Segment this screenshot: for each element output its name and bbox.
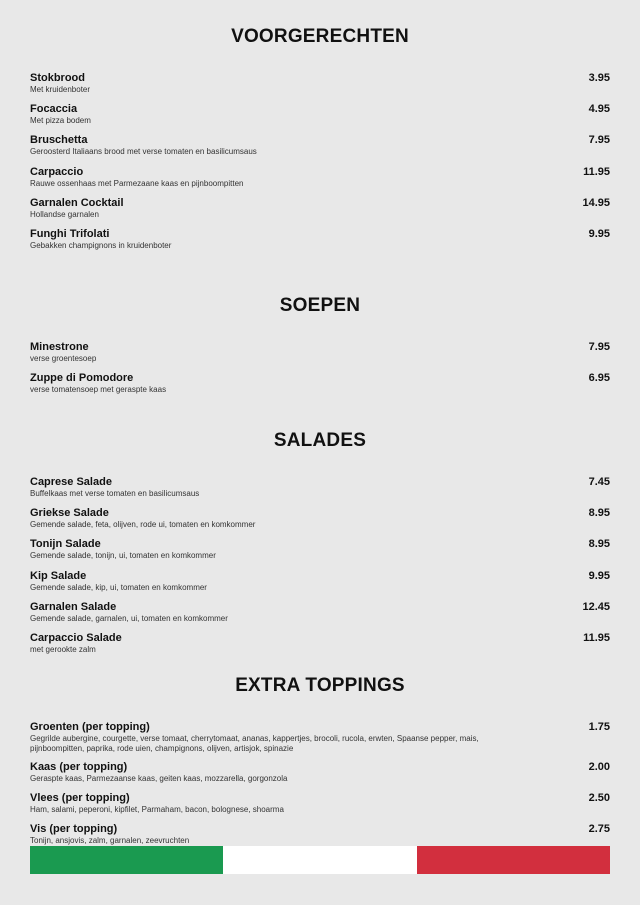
item-price: 4.95 <box>588 103 610 116</box>
item-price: 11.95 <box>583 631 610 644</box>
item-name: Tonijn Salade <box>30 538 101 551</box>
item-name: Griekse Salade <box>30 507 109 520</box>
item-price: 2.50 <box>588 792 610 805</box>
menu-item <box>30 341 610 372</box>
menu-items <box>30 476 610 663</box>
item-name: Vis (per topping) <box>30 823 118 836</box>
menu-item <box>30 228 610 259</box>
item-name: Garnalen Salade <box>30 600 117 613</box>
section-voorgerechten <box>30 26 610 259</box>
item-price: 8.95 <box>588 538 610 551</box>
section-title: VOORGERECHTEN <box>231 26 409 47</box>
item-name: Groenten (per topping) <box>30 721 150 733</box>
item-price: 1.75 <box>588 721 610 733</box>
item-price: 7.45 <box>588 476 610 488</box>
item-description: Met kruidenboter <box>30 85 91 94</box>
item-name: Garnalen Cocktail <box>30 196 124 209</box>
menu-item <box>30 792 610 823</box>
item-price: 7.95 <box>588 134 610 147</box>
item-price: 2.00 <box>588 761 610 773</box>
item-price: 14.95 <box>582 196 610 209</box>
menu-item <box>30 103 610 134</box>
menu-item <box>30 632 610 663</box>
section-soepen <box>30 295 610 403</box>
item-description: Gegrilde aubergine, courgette, verse tomaat, cherrytomaat, ananas, kappertjes, brocoli, rucola, erwten, Spaanse pepper, mais, pijnboompitten, paprika, rode uien, champignons, olijven, artisjok, spinazie <box>30 734 479 753</box>
menu-item <box>30 372 610 403</box>
section-title: EXTRA TOPPINGS <box>235 675 405 696</box>
menu-items <box>30 72 610 259</box>
menu-item <box>30 134 610 165</box>
section-title: SALADES <box>273 430 367 451</box>
item-name: Zuppe di Pomodore <box>30 372 134 385</box>
item-name: Minestrone <box>30 341 89 353</box>
item-name: Stokbrood <box>30 72 85 84</box>
item-name: Funghi Trifolati <box>30 227 110 240</box>
item-description: Gemende salade, kip, ui, tomaten en komkommer <box>30 582 207 592</box>
item-name: Focaccia <box>30 103 78 116</box>
item-description: Ham, salami, peperoni, kipfilet, Parmaham, bacon, bolognese, shoarma <box>30 805 284 815</box>
item-description: Hollandse garnalen <box>30 209 99 219</box>
item-description: met gerookte zalm <box>30 644 96 654</box>
section-extra-toppings <box>30 675 610 855</box>
item-name: Carpaccio <box>30 165 84 178</box>
item-description: Met pizza bodem <box>30 116 91 126</box>
item-description: verse tomatensoep met geraspte kaas <box>30 385 167 395</box>
flag-red-band <box>417 846 610 874</box>
item-description: Buffelkaas met verse tomaten en basilicumsaus <box>30 489 200 498</box>
menu-item <box>30 166 610 197</box>
menu-item <box>30 538 610 569</box>
menu-items <box>30 721 610 855</box>
menu-item <box>30 601 610 632</box>
item-price: 12.45 <box>582 600 610 613</box>
flag-white-band <box>223 846 416 874</box>
menu-item <box>30 476 610 507</box>
item-description: Gebakken champignons in kruidenboter <box>30 240 172 250</box>
menu-items <box>30 341 610 403</box>
menu-item <box>30 721 610 761</box>
section-title: SOEPEN <box>279 295 361 316</box>
item-name: Caprese Salade <box>30 476 112 488</box>
item-name: Bruschetta <box>30 134 88 147</box>
menu-item <box>30 197 610 228</box>
item-description: Geraspte kaas, Parmezaanse kaas, geiten kaas, mozzarella, gorgonzola <box>30 774 288 783</box>
italian-flag-stripe <box>30 846 610 874</box>
item-price: 8.95 <box>588 507 610 520</box>
item-description: Gemende salade, feta, olijven, rode ui, tomaten en komkommer <box>30 520 256 530</box>
flag-green-band <box>30 846 223 874</box>
item-description: Gemende salade, tonijn, ui, tomaten en komkommer <box>30 551 216 561</box>
item-description: Rauwe ossenhaas met Parmezaane kaas en pijnboompitten <box>30 178 244 188</box>
menu-item <box>30 72 610 103</box>
menu-item <box>30 570 610 601</box>
item-price: 2.75 <box>588 823 610 836</box>
item-price: 7.95 <box>588 341 610 353</box>
item-name: Kip Salade <box>30 569 87 582</box>
section-salades <box>30 430 610 663</box>
item-price: 9.95 <box>588 569 610 582</box>
menu-item <box>30 507 610 538</box>
item-description: Tonijn, ansjovis, zalm, garnalen, zeevruchten <box>30 836 190 846</box>
item-name: Kaas (per topping) <box>30 761 128 773</box>
item-price: 3.95 <box>588 72 610 84</box>
item-name: Vlees (per topping) <box>30 792 130 805</box>
item-description: verse groentesoep <box>30 354 97 363</box>
menu-item <box>30 761 610 792</box>
item-description: Gemende salade, garnalen, ui, tomaten en komkommer <box>30 613 228 623</box>
item-price: 6.95 <box>588 372 610 385</box>
item-price: 11.95 <box>583 165 610 178</box>
item-price: 9.95 <box>588 227 610 240</box>
item-name: Carpaccio Salade <box>30 631 122 644</box>
item-description: Geroosterd Italiaans brood met verse tomaten en basilicumsaus <box>30 147 257 157</box>
